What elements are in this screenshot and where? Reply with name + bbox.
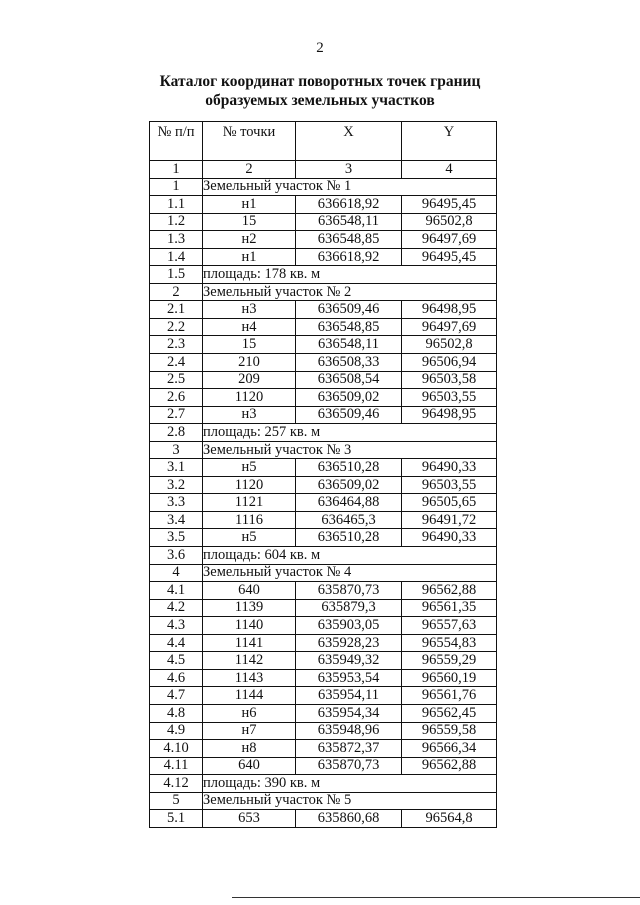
cell-point-number: н8 (203, 740, 296, 758)
header-y: Y (402, 122, 497, 161)
cell-y: 96495,45 (402, 248, 497, 266)
cell-row-number: 2.2 (150, 318, 203, 336)
cell-section-label: площадь: 257 кв. м (203, 424, 497, 442)
table-row (150, 161, 497, 179)
cell-section-label: Земельный участок № 5 (203, 792, 497, 810)
cell-x: 635903,05 (296, 617, 402, 635)
cell-row-number: 3.3 (150, 494, 203, 512)
table-row (150, 336, 497, 354)
cell-y: 96506,94 (402, 354, 497, 372)
cell-y: 96561,35 (402, 599, 497, 617)
cell-point-number: 640 (203, 757, 296, 775)
cell-row-number: 4.8 (150, 704, 203, 722)
table-row (150, 248, 497, 266)
cell-point-number: 640 (203, 582, 296, 600)
cell-x: 636548,11 (296, 213, 402, 231)
cell-row-number: 4.5 (150, 652, 203, 670)
cell-row-number: 3.1 (150, 459, 203, 477)
table-row (150, 318, 497, 336)
cell-y: 96566,34 (402, 740, 497, 758)
table-row (150, 634, 497, 652)
cell-row-number: 4.7 (150, 687, 203, 705)
cell-row-number: 5.1 (150, 810, 203, 828)
table-section-row (150, 424, 497, 442)
cell-y: 96562,45 (402, 704, 497, 722)
cell-x: 635870,73 (296, 757, 402, 775)
table-row (150, 757, 497, 775)
cell-point-number: 1121 (203, 494, 296, 512)
cell-section-label: площадь: 178 кв. м (203, 266, 497, 284)
cell-y: 96562,88 (402, 582, 497, 600)
cell-x: 635928,23 (296, 634, 402, 652)
cell-x: 635954,34 (296, 704, 402, 722)
cell-point-number: 1140 (203, 617, 296, 635)
cell-point-number: 1116 (203, 511, 296, 529)
table-row (150, 354, 497, 372)
table-section-row (150, 547, 497, 565)
cell-y: 96559,58 (402, 722, 497, 740)
cell-y: 96503,58 (402, 371, 497, 389)
cell-row-number: 4.4 (150, 634, 203, 652)
cell-row-number: 1.3 (150, 231, 203, 249)
cell-section-label: Земельный участок № 1 (203, 178, 497, 196)
cell-row-number: 5 (150, 792, 203, 810)
cell-point-number: 1120 (203, 476, 296, 494)
cell-y: 96498,95 (402, 406, 497, 424)
cell-y: 96564,8 (402, 810, 497, 828)
cell-row-number: 3.5 (150, 529, 203, 547)
cell-row-number: 3.6 (150, 547, 203, 565)
cell-row-number: 4.11 (150, 757, 203, 775)
table-section-row (150, 441, 497, 459)
cell-row-number: 1.2 (150, 213, 203, 231)
header-row-number: № п/п (150, 122, 203, 161)
cell-x: 636509,02 (296, 476, 402, 494)
cell-x: 636508,54 (296, 371, 402, 389)
cell-x: 636618,92 (296, 248, 402, 266)
cell-y: 96490,33 (402, 459, 497, 477)
cell-row-number: 1.4 (150, 248, 203, 266)
table-row (150, 582, 497, 600)
cell-row-number: 4.9 (150, 722, 203, 740)
table-row (150, 652, 497, 670)
table-row (150, 371, 497, 389)
table-header-row (150, 122, 497, 161)
cell-y: 96502,8 (402, 336, 497, 354)
cell-y: 96490,33 (402, 529, 497, 547)
table-section-row (150, 564, 497, 582)
cell-row-number: 2.3 (150, 336, 203, 354)
cell-point-number: 1142 (203, 652, 296, 670)
cell-row-number: 4.1 (150, 582, 203, 600)
cell-row-number: 2.8 (150, 424, 203, 442)
cell-x: 635953,54 (296, 669, 402, 687)
cell-point-number: 15 (203, 213, 296, 231)
cell-row-number: 2.5 (150, 371, 203, 389)
cell-point-number: 653 (203, 810, 296, 828)
cell-row-number: 1.5 (150, 266, 203, 284)
table-row (150, 494, 497, 512)
coordinates-table (149, 121, 497, 828)
cell-row-number: 3.2 (150, 476, 203, 494)
cell-point-number: 15 (203, 336, 296, 354)
title-line-1: Каталог координат поворотных точек границ (159, 73, 481, 90)
table-section-row (150, 178, 497, 196)
cell-y: 96561,76 (402, 687, 497, 705)
cell-x: 636509,46 (296, 406, 402, 424)
table-row (150, 196, 497, 214)
cell-point-number: н1 (203, 248, 296, 266)
cell-y: 96497,69 (402, 231, 497, 249)
cell-row-number: 1.1 (150, 196, 203, 214)
table-row (150, 476, 497, 494)
table-row (150, 301, 497, 319)
cell-point-number: н3 (203, 406, 296, 424)
table-row (150, 389, 497, 407)
cell-point-number: 210 (203, 354, 296, 372)
cell-x: 636548,85 (296, 231, 402, 249)
cell-y: 96503,55 (402, 476, 497, 494)
cell-point-number: н7 (203, 722, 296, 740)
cell-section-label: Земельный участок № 2 (203, 283, 497, 301)
cell-row-number: 4.12 (150, 775, 203, 793)
cell-point-number: 1139 (203, 599, 296, 617)
cell-y: 96491,72 (402, 511, 497, 529)
cell-point-number: н5 (203, 529, 296, 547)
table-row (150, 406, 497, 424)
cell-point-number: н6 (203, 704, 296, 722)
cell-row-number: 4.6 (150, 669, 203, 687)
cell-x: 635948,96 (296, 722, 402, 740)
table-row (150, 511, 497, 529)
cell-point-number: 1144 (203, 687, 296, 705)
cell-x: 636548,11 (296, 336, 402, 354)
cell-x: 3 (296, 161, 402, 179)
footer-rule (232, 897, 640, 898)
table-row (150, 213, 497, 231)
cell-y: 96560,19 (402, 669, 497, 687)
cell-row-number: 2.4 (150, 354, 203, 372)
table-row (150, 704, 497, 722)
cell-row-number: 4.2 (150, 599, 203, 617)
cell-x: 635872,37 (296, 740, 402, 758)
cell-row-number: 4.10 (150, 740, 203, 758)
cell-y: 96554,83 (402, 634, 497, 652)
table-row (150, 669, 497, 687)
cell-y: 96502,8 (402, 213, 497, 231)
cell-section-label: Земельный участок № 3 (203, 441, 497, 459)
cell-row-number: 2.1 (150, 301, 203, 319)
cell-x: 635860,68 (296, 810, 402, 828)
cell-x: 635954,11 (296, 687, 402, 705)
table-row (150, 459, 497, 477)
table-section-row (150, 775, 497, 793)
cell-point-number: 1143 (203, 669, 296, 687)
table-row (150, 722, 497, 740)
cell-x: 636509,02 (296, 389, 402, 407)
table-row (150, 810, 497, 828)
page-number: 2 (316, 40, 324, 56)
cell-y: 96505,65 (402, 494, 497, 512)
cell-section-label: Земельный участок № 4 (203, 564, 497, 582)
cell-y: 96503,55 (402, 389, 497, 407)
table-row (150, 599, 497, 617)
table-row (150, 231, 497, 249)
cell-point-number: н5 (203, 459, 296, 477)
table-row (150, 617, 497, 635)
title-line-2: образуемых земельных участков (205, 92, 435, 109)
cell-row-number: 2.7 (150, 406, 203, 424)
cell-x: 635879,3 (296, 599, 402, 617)
table-row (150, 529, 497, 547)
cell-x: 636509,46 (296, 301, 402, 319)
document-title (0, 72, 640, 110)
cell-y: 4 (402, 161, 497, 179)
cell-row-number: 1 (150, 178, 203, 196)
cell-y: 96562,88 (402, 757, 497, 775)
cell-point-number: н3 (203, 301, 296, 319)
cell-y: 96497,69 (402, 318, 497, 336)
cell-y: 96498,95 (402, 301, 497, 319)
cell-x: 636510,28 (296, 529, 402, 547)
cell-x: 636464,88 (296, 494, 402, 512)
table-row (150, 687, 497, 705)
cell-row-number: 1 (150, 161, 203, 179)
cell-point-number: н1 (203, 196, 296, 214)
table-row (150, 740, 497, 758)
header-point-number: № точки (203, 122, 296, 161)
table-section-row (150, 283, 497, 301)
cell-point-number: н4 (203, 318, 296, 336)
cell-row-number: 2 (150, 283, 203, 301)
cell-row-number: 3 (150, 441, 203, 459)
cell-x: 636508,33 (296, 354, 402, 372)
cell-row-number: 4 (150, 564, 203, 582)
header-x: X (296, 122, 402, 161)
cell-point-number: 2 (203, 161, 296, 179)
cell-row-number: 3.4 (150, 511, 203, 529)
table-body (150, 161, 497, 828)
cell-y: 96557,63 (402, 617, 497, 635)
cell-x: 636548,85 (296, 318, 402, 336)
cell-row-number: 4.3 (150, 617, 203, 635)
cell-point-number: 1141 (203, 634, 296, 652)
table-section-row (150, 792, 497, 810)
cell-x: 635870,73 (296, 582, 402, 600)
cell-row-number: 2.6 (150, 389, 203, 407)
cell-point-number: н2 (203, 231, 296, 249)
cell-x: 636510,28 (296, 459, 402, 477)
cell-section-label: площадь: 390 кв. м (203, 775, 497, 793)
cell-x: 636618,92 (296, 196, 402, 214)
table-section-row (150, 266, 497, 284)
cell-y: 96559,29 (402, 652, 497, 670)
cell-x: 635949,32 (296, 652, 402, 670)
cell-section-label: площадь: 604 кв. м (203, 547, 497, 565)
cell-x: 636465,3 (296, 511, 402, 529)
cell-point-number: 1120 (203, 389, 296, 407)
cell-point-number: 209 (203, 371, 296, 389)
cell-y: 96495,45 (402, 196, 497, 214)
